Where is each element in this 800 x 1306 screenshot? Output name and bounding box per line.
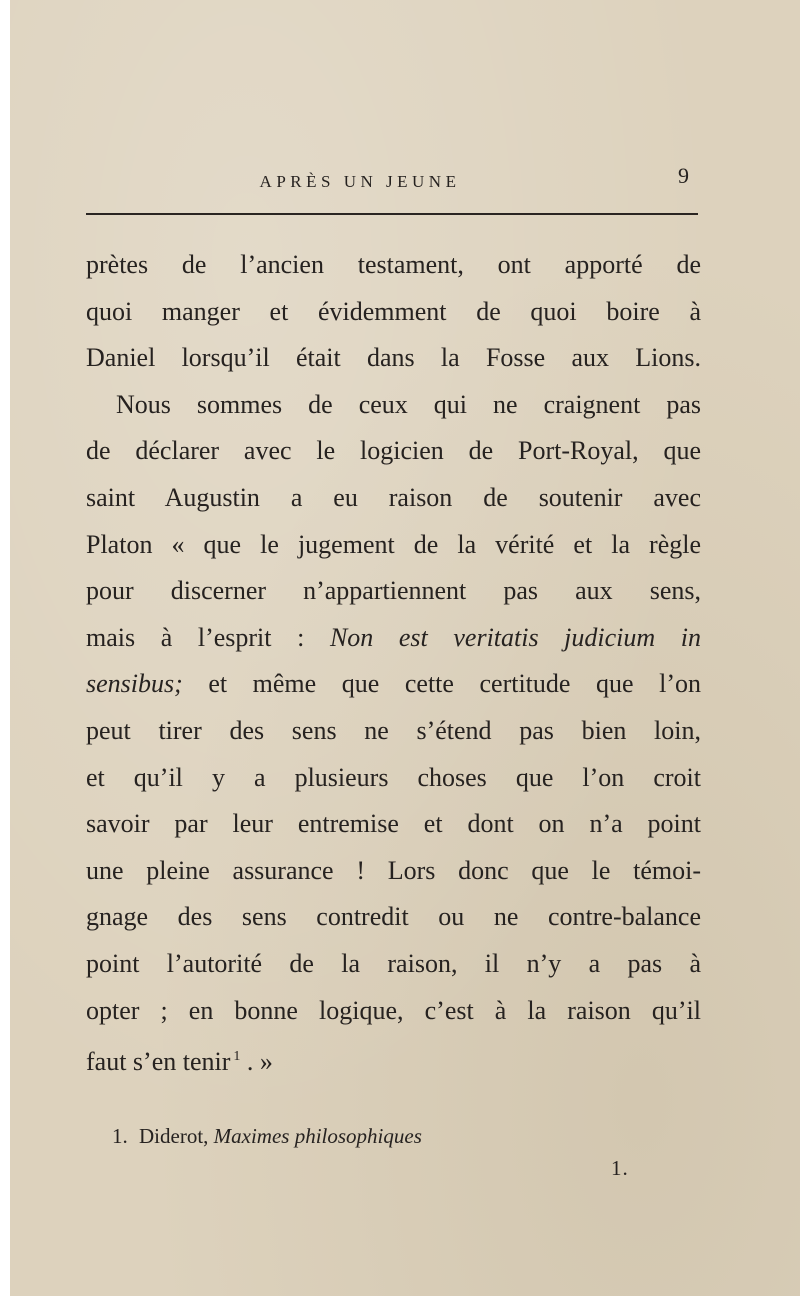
footnote-title: Maximes philosophiques (213, 1124, 422, 1148)
text-line: et qu’il y a plusieurs choses que l’on croit (86, 762, 701, 792)
text-line: prètes de l’ancien testament, ont apporté de (86, 250, 701, 279)
paragraph-start-line: Nous sommes de ceux qui ne craignent pas (116, 389, 701, 419)
text-segment: et même que cette certitude que l’on (182, 669, 701, 699)
text-line: point l’autorité de la raison, il n’y a pas à (86, 948, 701, 978)
latin-quote: Non est veritatis judicium in (329, 622, 701, 652)
text-line (86, 1034, 701, 1081)
text-line (86, 661, 701, 708)
text-segment: mais à l’esprit : (86, 622, 330, 652)
book-page (10, 0, 800, 1296)
footnote-number: 1. (112, 1124, 128, 1148)
text-segment: . » (240, 1047, 273, 1077)
header-rule (86, 213, 698, 215)
text-line: une pleine assurance ! Lors donc que le témoi- (86, 855, 701, 885)
text-line: Platon « que le jugement de la vérité et la règle (86, 529, 701, 559)
text-line: opter ; en bonne logique, c’est à la raison qu’il (86, 995, 701, 1025)
text-line: Daniel lorsqu’il était dans la Fosse aux Lions. (86, 343, 701, 373)
text-line: de déclarer avec le logicien de Port-Royal, que (86, 436, 701, 466)
text-line: peut tirer des sens ne s’étend pas bien loin, (86, 715, 701, 745)
body-text (86, 242, 701, 1081)
text-line: savoir par leur entremise et dont on n’a point (86, 809, 701, 839)
text-segment: faut s’en tenir (86, 1047, 231, 1077)
footnote-author: Diderot, (139, 1124, 209, 1148)
text-line: saint Augustin a eu raison de soutenir avec (86, 482, 701, 512)
page-number: 9 (678, 163, 689, 188)
text-line (86, 615, 701, 662)
footnote-marker: 1 (233, 1049, 241, 1065)
latin-quote: sensibus; (86, 669, 183, 699)
footnote (112, 1124, 422, 1149)
running-title: APRÈS UN JEUNE (259, 172, 461, 191)
text-line: quoi manger et évidemment de quoi boire à (86, 296, 701, 326)
text-line: gnage des sens contredit ou ne contre-balance (86, 902, 701, 932)
text-line: pour discerner n’appartiennent pas aux sens, (86, 576, 701, 606)
signature-mark: 1. (611, 1156, 629, 1180)
